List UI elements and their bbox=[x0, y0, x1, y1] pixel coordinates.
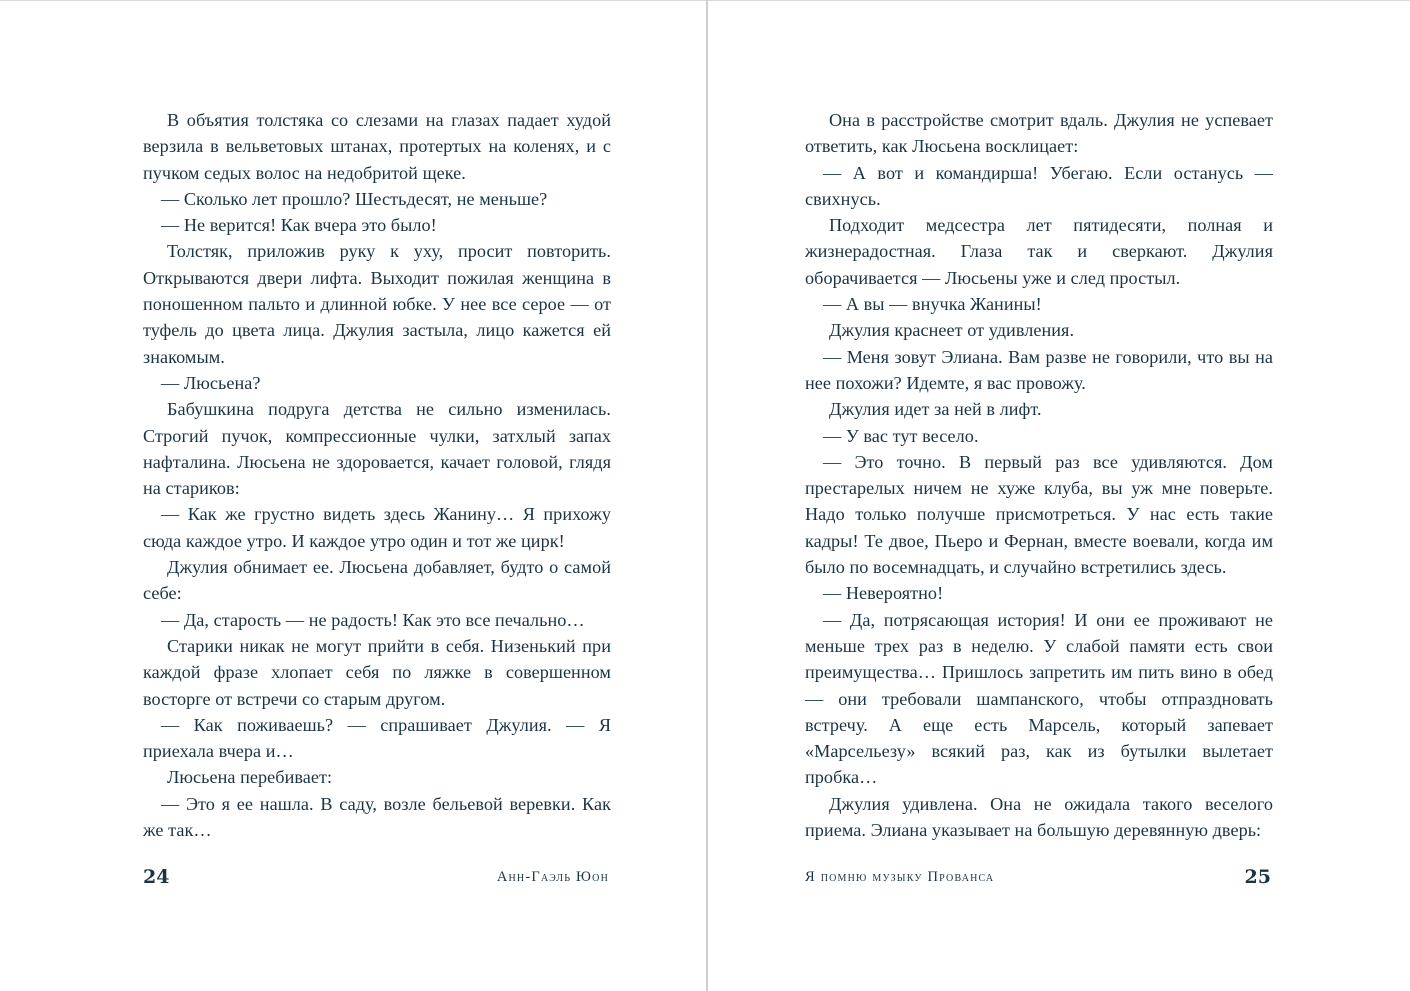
left-page-footer bbox=[143, 866, 611, 892]
dialogue-line: — А вы — внучка Жанины! bbox=[823, 294, 1042, 315]
dialogue-line: — Не верится! Как вчера это было! bbox=[161, 215, 437, 236]
dialogue-line: — Да, потрясающая история! И они ее проживают не меньше трех раз в неделю. У слабой памяти есть свои преимущества… Пришлось запретить им пить вино в обед — они требовали шампанского, чтобы отпраздновать встречу. А еще есть Марсель, который запевает «Марсельезу» всякий раз, как из бутылки вылетает пробка… bbox=[805, 609, 1273, 788]
dialogue-line: — Как же грустно видеть здесь Жанину… Я прихожу сюда каждое утро. И каждое утро один и тот же цирк! bbox=[143, 504, 611, 551]
dialogue-line: — Меня зовут Элиана. Вам разве не говорили, что вы на нее похожи? Идемте, я вас провожу. bbox=[805, 346, 1273, 393]
paragraph: Подходит медсестра лет пятидесяти, полная и жизнерадостная. Глаза так и сверкают. Джулия оборачивается — Люсьены уже и след простыл. bbox=[805, 215, 1273, 288]
paragraph: Джулия удивлена. Она не ожидала такого веселого приема. Элиана указывает на большую деревянную дверь: bbox=[805, 793, 1273, 841]
right-page-text bbox=[805, 107, 1273, 843]
running-head-title: Я помню музыку Прованса bbox=[805, 869, 995, 885]
paragraph: Бабушкина подруга детства не сильно изменилась. Строгий пучок, компрессионные чулки, затхлый запах нафталина. Люсьена не здоровается, качает головой, глядя на стариков: bbox=[143, 399, 611, 499]
running-head-author: Анн-Гаэль Юон bbox=[496, 869, 609, 885]
right-page bbox=[708, 0, 1410, 991]
paragraph: Джулия обнимает ее. Люсьена добавляет, будто о самой себе: bbox=[143, 557, 611, 604]
dialogue-line: — Это я ее нашла. В саду, возле бельевой веревки. Как же так… bbox=[143, 793, 611, 841]
dialogue-line: — Люсьена? bbox=[161, 372, 261, 393]
paragraph: Люсьена перебивает: bbox=[167, 767, 333, 788]
paragraph: Старики никак не могут прийти в себя. Низенький при каждой фразе хлопает себя по ляжке в совершенном восторге от встречи со старым другом. bbox=[143, 635, 611, 709]
page-number: 25 bbox=[1244, 866, 1271, 888]
dialogue-line: — А вот и командирша! Убегаю. Если останусь — свихнусь. bbox=[805, 162, 1273, 209]
dialogue-line: — У вас тут весело. bbox=[823, 425, 979, 446]
left-page-text bbox=[143, 107, 611, 843]
dialogue-line: — Как поживаешь? — спрашивает Джулия. — Я приехала вчера и… bbox=[143, 714, 611, 762]
right-page-footer bbox=[805, 866, 1273, 892]
dialogue-line: — Невероятно! bbox=[823, 583, 944, 604]
dialogue-line: — Да, старость — не радость! Как это все печально… bbox=[161, 609, 585, 630]
page-number: 24 bbox=[143, 866, 170, 888]
paragraph: Джулия идет за ней в лифт. bbox=[829, 399, 1042, 420]
dialogue-line: — Сколько лет прошло? Шестьдесят, не меньше? bbox=[161, 188, 548, 209]
paragraph: Джулия краснеет от удивления. bbox=[829, 320, 1075, 341]
dialogue-line: — Это точно. В первый раз все удивляются. Дом престарелых ничем не хуже клуба, вы уж мне поверьте. Надо только получше присмотреться. У нас есть такие кадры! Те двое, Пьеро и Фернан, вместе воевали, когда им было по восемнадцать, и случайно встретились здесь. bbox=[805, 451, 1273, 578]
paragraph: Толстяк, приложив руку к уху, просит повторить. Открываются двери лифта. Выходит пожилая женщина в поношенном пальто и длинной юбке. У нее все серое — от туфель до цвета лица. Джулия застыла, лицо кажется ей знакомым. bbox=[143, 241, 611, 367]
paragraph: Она в расстройстве смотрит вдаль. Джулия не успевает ответить, как Люсьена восклицает: bbox=[805, 110, 1273, 157]
paragraph: В объятия толстяка со слезами на глазах падает худой верзила в вельветовых штанах, протертых на коленях, и с пучком седых волос на недобритой щеке. bbox=[143, 110, 611, 183]
